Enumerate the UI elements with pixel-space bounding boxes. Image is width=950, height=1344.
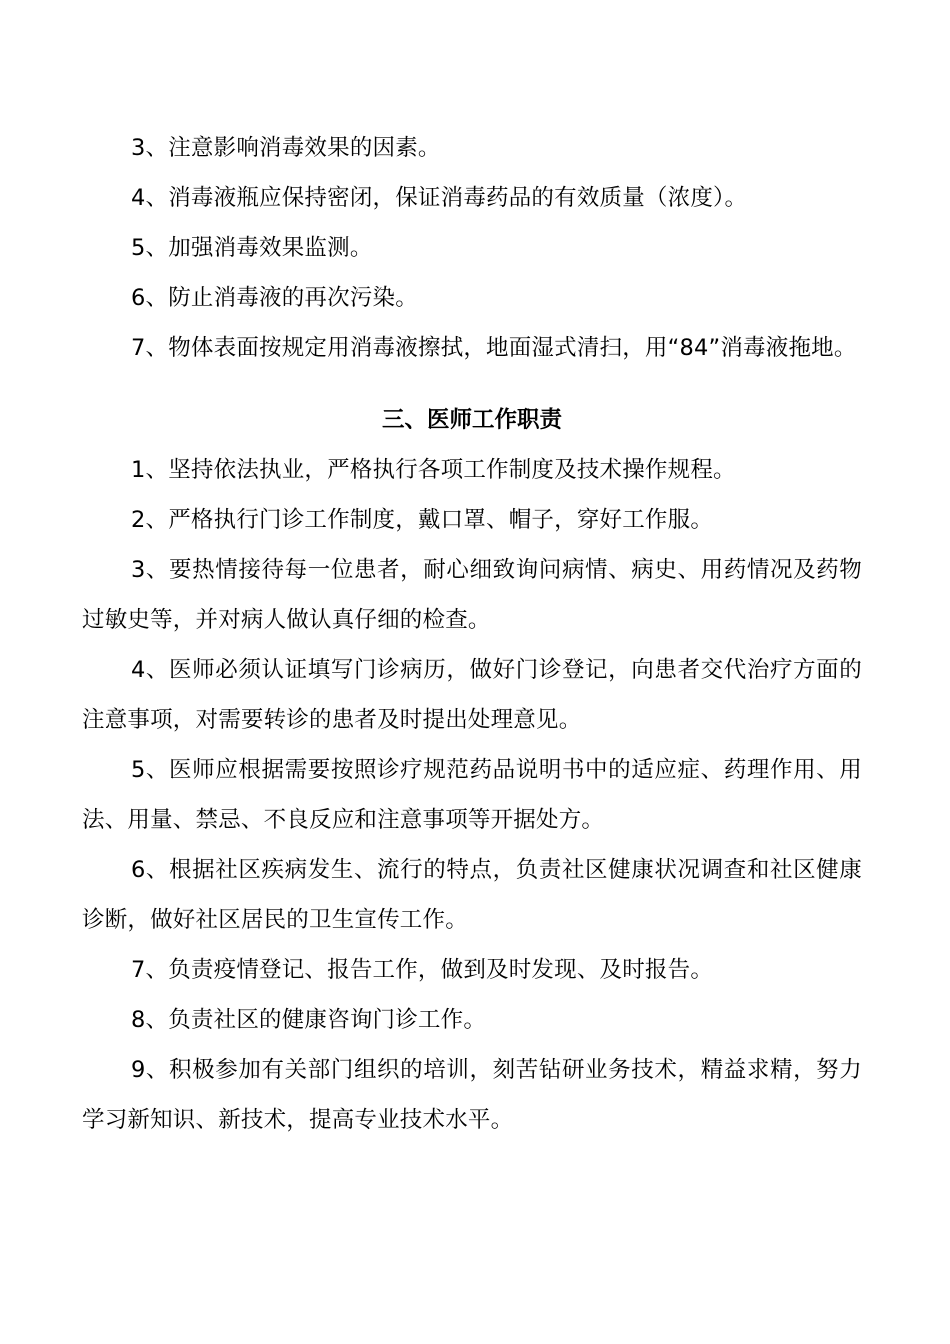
doctor-duty-item-5: 5、医师应根据需要按照诊疗规范药品说明书中的适应症、药理作用、用法、用量、禁忌、不良反应和注意事项等开据处方。 <box>82 757 862 833</box>
disinfection-item-5: 5、加强消毒效果监测。 <box>131 235 373 261</box>
disinfection-item-4: 4、消毒液瓶应保持密闭，保证消毒药品的有效质量（浓度）。 <box>131 185 748 211</box>
doctor-duty-item-6: 6、根据社区疾病发生、流行的特点，负责社区健康状况调查和社区健康诊断，做好社区居民的卫生宣传工作。 <box>82 857 862 933</box>
section-heading-doctor-duties: 三、医师工作职责 <box>381 407 562 433</box>
doctor-duty-item-2: 2、严格执行门诊工作制度，戴口罩、帽子，穿好工作服。 <box>131 507 714 533</box>
doctor-duty-item-4: 4、医师必须认证填写门诊病历，做好门诊登记，向患者交代治疗方面的注意事项，对需要转诊的患者及时提出处理意见。 <box>82 657 862 733</box>
doctor-duty-item-8: 8、负责社区的健康咨询门诊工作。 <box>131 1007 487 1033</box>
disinfection-item-7: 7、物体表面按规定用消毒液擦拭，地面湿式清扫，用“84”消毒液拖地。 <box>131 335 857 361</box>
doctor-duty-item-9: 9、积极参加有关部门组织的培训，刻苦钻研业务技术，精益求精，努力学习新知识、新技术，提高专业技术水平。 <box>82 1057 862 1133</box>
disinfection-item-3: 3、注意影响消毒效果的因素。 <box>131 135 441 161</box>
doctor-duty-item-3: 3、要热情接待每一位患者，耐心细致询问病情、病史、用药情况及药物过敏史等，并对病人做认真仔细的检查。 <box>82 557 862 633</box>
doctor-duty-item-7: 7、负责疫情登记、报告工作，做到及时发现、及时报告。 <box>131 957 714 983</box>
document-body <box>82 123 862 1145</box>
doctor-duty-item-1: 1、坚持依法执业，严格执行各项工作制度及技术操作规程。 <box>131 457 736 483</box>
disinfection-item-6: 6、防止消毒液的再次污染。 <box>131 285 418 311</box>
